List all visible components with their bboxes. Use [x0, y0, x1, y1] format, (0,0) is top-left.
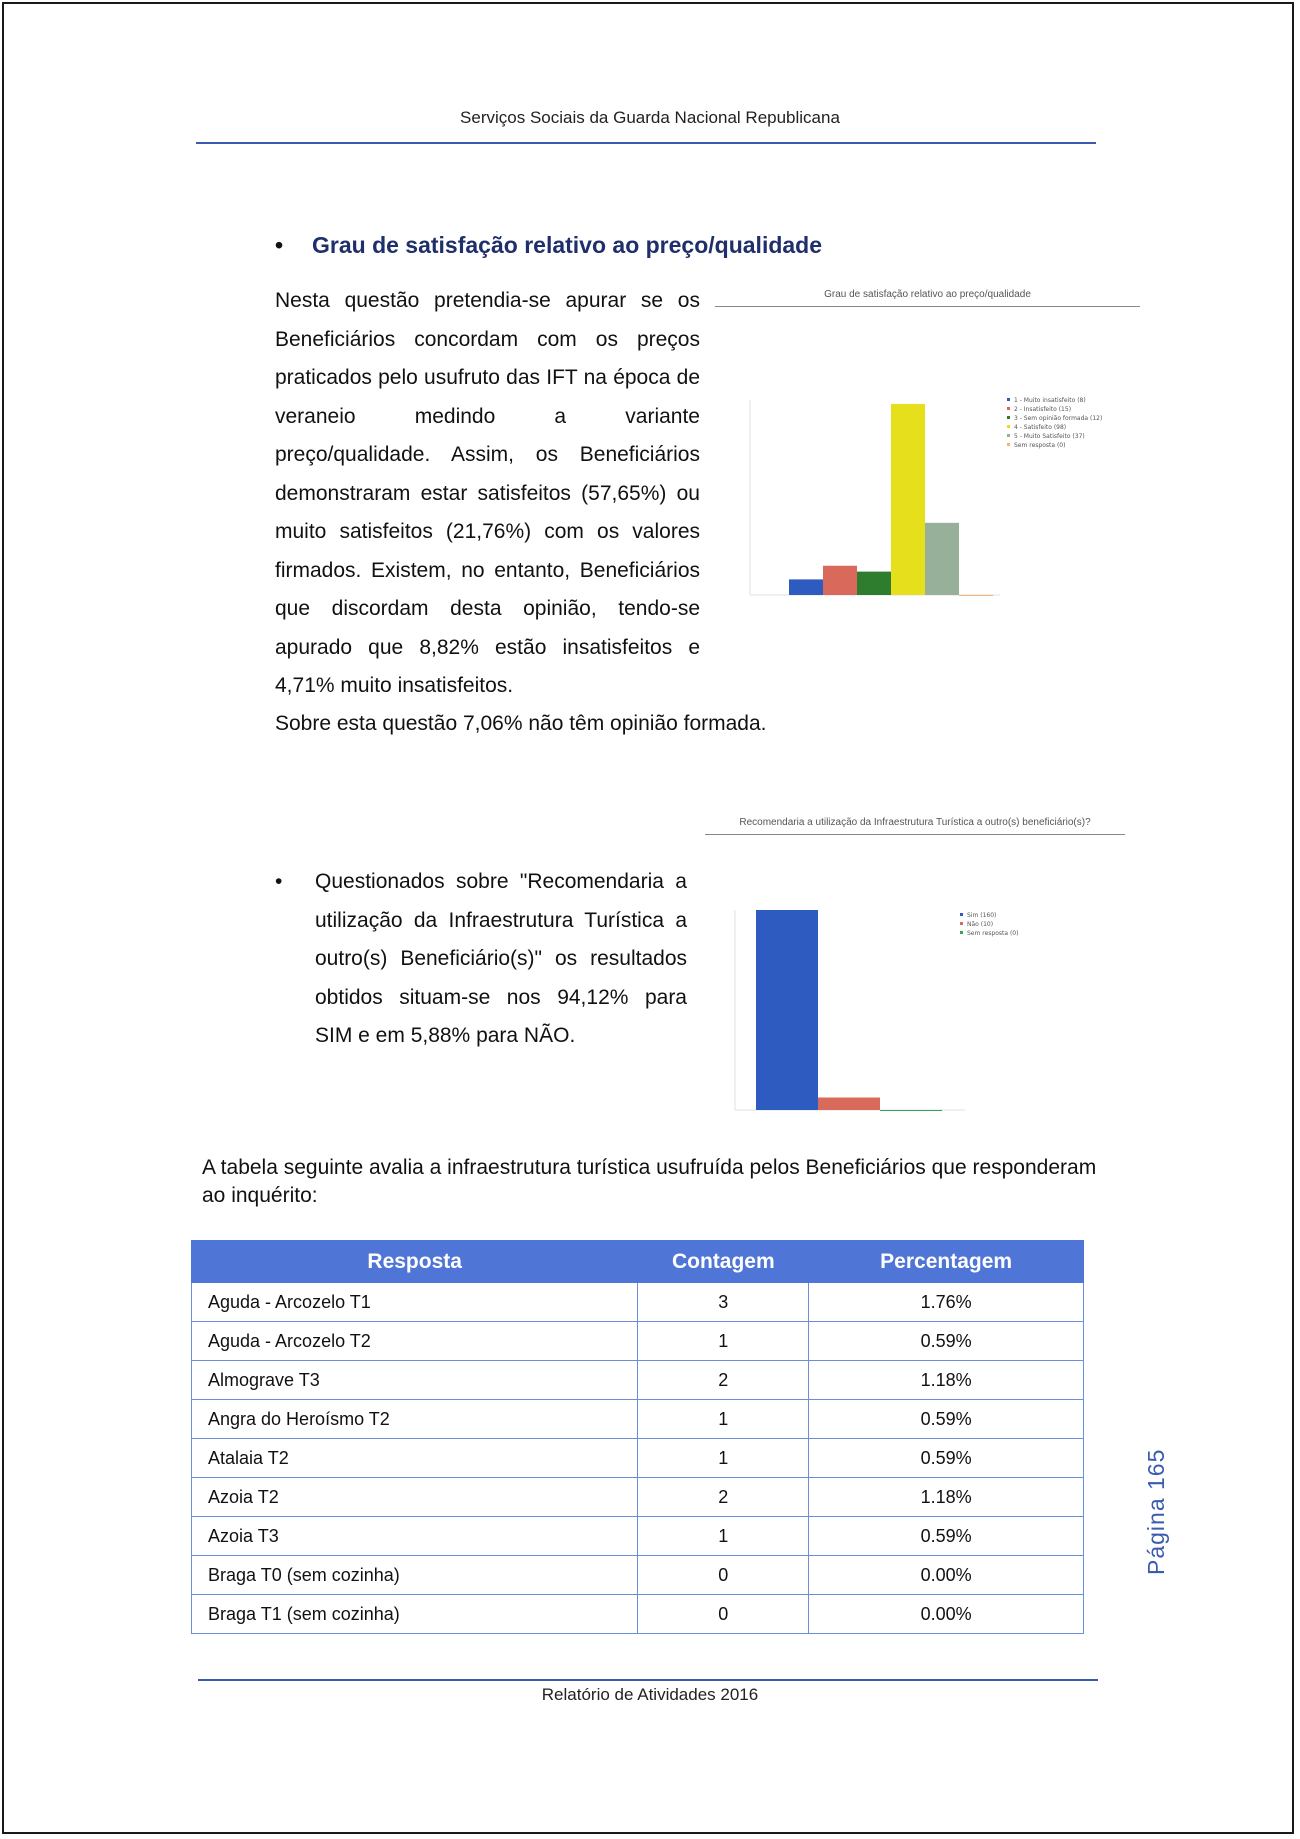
cell-resposta: Azoia T2: [192, 1478, 638, 1517]
bar-5: [925, 523, 959, 595]
cell-resposta: Almograve T3: [192, 1361, 638, 1400]
page-number: Página 165: [1143, 1448, 1169, 1575]
legend-label: Sem resposta (0): [967, 930, 1019, 937]
table-row: [192, 1556, 1084, 1595]
recommendation-chart: [720, 905, 1050, 1115]
page-footer: Relatório de Atividades 2016: [541, 1685, 759, 1704]
column-header-contagem: Contagem: [638, 1241, 809, 1283]
cell-resposta: Aguda - Arcozelo T1: [192, 1283, 638, 1322]
legend-swatch: [960, 931, 963, 934]
page-header: Serviços Sociais da Guarda Nacional Republicana: [460, 108, 840, 127]
legend-swatch: [1007, 425, 1010, 428]
section-heading-text: Grau de satisfação relativo ao preço/qualidade: [312, 232, 823, 258]
bar-4: [891, 404, 925, 595]
legend-label: Sem resposta (0): [1014, 442, 1066, 449]
table-intro: A tabela seguinte avalia a infraestrutura turística usufruída pelos Beneficiários que responderam ao inquérito:: [202, 1156, 1097, 1207]
legend-label: Não (10): [967, 921, 994, 928]
table-row: [192, 1478, 1084, 1517]
legend-swatch: [1007, 416, 1010, 419]
table-row: [192, 1595, 1084, 1634]
header-divider: [196, 142, 1096, 144]
cell-contagem: 2: [638, 1478, 809, 1517]
legend-swatch: [1007, 398, 1010, 401]
legend-label: 3 - Sem opinião formada (12): [1014, 415, 1103, 422]
recommendation-paragraph: Questionados sobre "Recomendaria a utilização da Infraestrutura Turística a outro(s) Beneficiário(s)" os resultados obtidos situam-se nos 94,12% para SIM e em 5,88% para NÃO.: [315, 870, 687, 1047]
cell-contagem: 1: [638, 1400, 809, 1439]
cell-contagem: 0: [638, 1595, 809, 1634]
legend-swatch: [1007, 443, 1010, 446]
chart1-divider: [715, 306, 1140, 307]
cell-percentagem: 0.59%: [809, 1400, 1084, 1439]
legend-swatch: [1007, 434, 1010, 437]
bar-3: [880, 1110, 942, 1111]
cell-percentagem: 1.76%: [809, 1283, 1084, 1322]
cell-resposta: Braga T0 (sem cozinha): [192, 1556, 638, 1595]
cell-percentagem: 0.00%: [809, 1556, 1084, 1595]
table-row: [192, 1517, 1084, 1556]
cell-percentagem: 0.59%: [809, 1517, 1084, 1556]
footer-divider: [198, 1679, 1098, 1681]
cell-contagem: 1: [638, 1322, 809, 1361]
cell-percentagem: 0.00%: [809, 1595, 1084, 1634]
legend-label: Sim (160): [967, 912, 997, 919]
cell-resposta: Braga T1 (sem cozinha): [192, 1595, 638, 1634]
cell-contagem: 3: [638, 1283, 809, 1322]
table-header-row: [192, 1241, 1084, 1283]
table-row: [192, 1322, 1084, 1361]
satisfaction-chart: [730, 390, 1130, 610]
cell-resposta: Angra do Heroísmo T2: [192, 1400, 638, 1439]
cell-contagem: 2: [638, 1361, 809, 1400]
bar-2: [818, 1098, 880, 1111]
bar-1: [789, 579, 823, 595]
table-row: [192, 1361, 1084, 1400]
legend-swatch: [1007, 407, 1010, 410]
cell-resposta: Aguda - Arcozelo T2: [192, 1322, 638, 1361]
chart1-title: Grau de satisfação relativo ao preço/qualidade: [824, 289, 1031, 300]
bullet-marker: •: [275, 870, 283, 893]
legend-label: 2 - Insatisfeito (15): [1014, 406, 1072, 413]
satisfaction-paragraph: Nesta questão pretendia-se apurar se os Beneficiários concordam com os preços praticados pelo usufruto das IFT na época de veraneio medindo a variante preço/qualidade. Assim, os Beneficiários demonstraram estar satisfeitos (57,65%) ou muito satisfeitos (21,76%) com os valores firmados. Existem, no entanto, Beneficiários que discordam desta opinião, tendo-se apurado que 8,82% estão insatisfeitos e 4,71% muito insatisfeitos.: [275, 289, 700, 697]
cell-contagem: 0: [638, 1556, 809, 1595]
cell-contagem: 1: [638, 1439, 809, 1478]
chart2-divider: [705, 834, 1125, 835]
table-row: [192, 1283, 1084, 1322]
cell-resposta: Azoia T3: [192, 1517, 638, 1556]
legend-label: 4 - Satisfeito (98): [1014, 424, 1067, 431]
legend-label: 1 - Muito insatisfeito (8): [1014, 397, 1086, 404]
cell-percentagem: 1.18%: [809, 1478, 1084, 1517]
legend-label: 5 - Muito Satisfeito (37): [1014, 433, 1085, 440]
bar-2: [823, 566, 857, 595]
no-opinion-paragraph: Sobre esta questão 7,06% não têm opinião formada.: [275, 712, 767, 735]
chart2-title: Recomendaria a utilização da Infraestrutura Turística a outro(s) beneficiário(s)?: [739, 817, 1091, 828]
bar-3: [857, 572, 891, 595]
bar-6: [959, 595, 993, 596]
cell-percentagem: 0.59%: [809, 1439, 1084, 1478]
legend-swatch: [960, 922, 963, 925]
cell-percentagem: 0.59%: [809, 1322, 1084, 1361]
bar-1: [756, 910, 818, 1110]
column-header-resposta: Resposta: [192, 1241, 638, 1283]
cell-contagem: 1: [638, 1517, 809, 1556]
legend-swatch: [960, 913, 963, 916]
infrastructure-table: [191, 1240, 1084, 1634]
column-header-percentagem: Percentagem: [809, 1241, 1084, 1283]
cell-resposta: Atalaia T2: [192, 1439, 638, 1478]
bullet-marker: •: [275, 232, 284, 258]
table-row: [192, 1439, 1084, 1478]
table-row: [192, 1400, 1084, 1439]
cell-percentagem: 1.18%: [809, 1361, 1084, 1400]
